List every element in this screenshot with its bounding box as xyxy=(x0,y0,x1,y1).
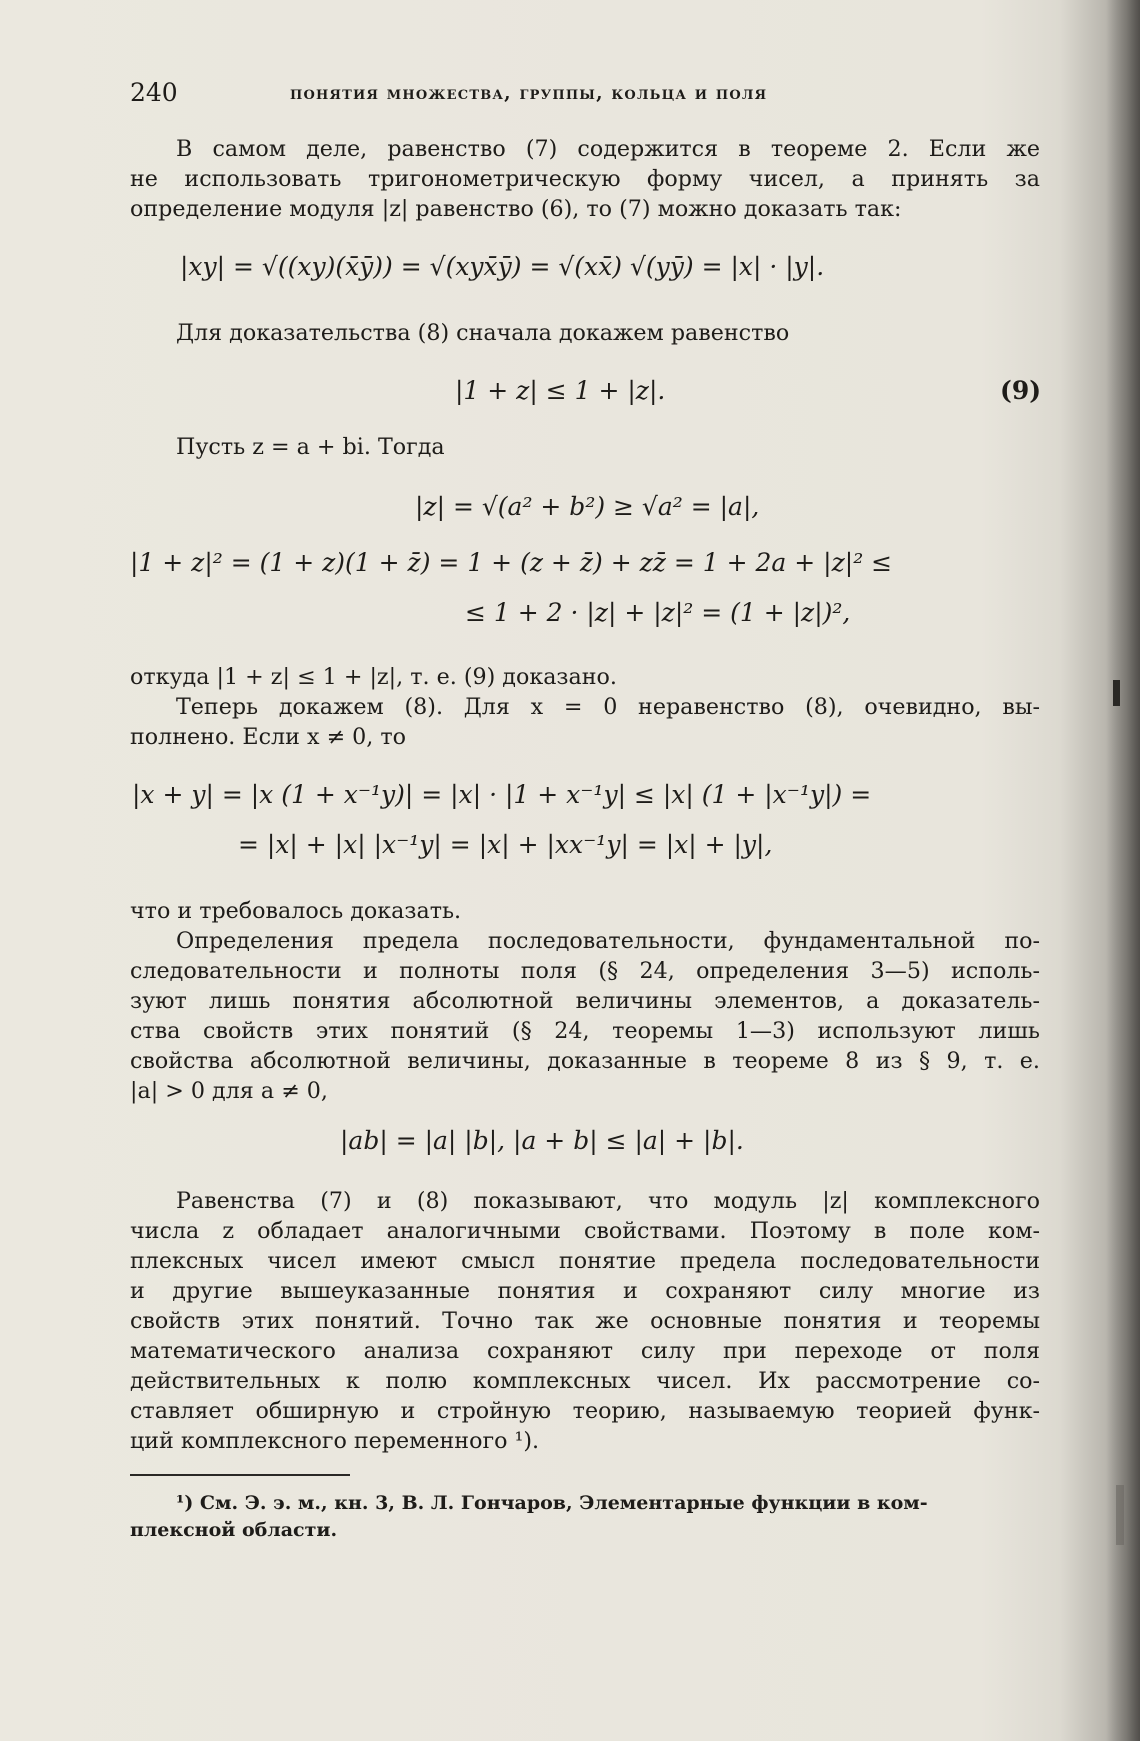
edge-mark xyxy=(1116,1485,1124,1545)
paragraph-line: действительных к полю комплексных чисел. Их рассмотрение со- xyxy=(130,1368,1040,1394)
paragraph-line: зуют лишь понятия абсолютной величины элементов, а доказатель- xyxy=(130,988,1040,1014)
paragraph-line: В самом деле, равенство (7) содержится в теореме 2. Если же xyxy=(176,136,1040,162)
footnote-rule xyxy=(130,1474,350,1476)
equation-9: |1 + z| ≤ 1 + |z|. xyxy=(455,376,666,405)
paragraph-line: не использовать тригонометрическую форму чисел, а принять за xyxy=(130,166,1040,192)
paragraph-line: Теперь докажем (8). Для x = 0 неравенство (8), очевидно, вы- xyxy=(176,694,1040,720)
paragraph-line: откуда |1 + z| ≤ 1 + |z|, т. е. (9) доказано. xyxy=(130,664,617,690)
running-header xyxy=(130,78,1046,112)
equation-8-proof-2: = |x| + |x| |x⁻¹y| = |x| + |xx⁻¹y| = |x| + |y|, xyxy=(238,830,773,859)
margin-mark xyxy=(1113,680,1120,706)
paragraph-line: числа z обладает аналогичными свойствами. Поэтому в поле ком- xyxy=(130,1218,1040,1244)
equation-square-2: ≤ 1 + 2 · |z| + |z|² = (1 + |z|)², xyxy=(465,598,851,627)
paragraph-line: ства свойств этих понятий (§ 24, теоремы 1—3) используют лишь xyxy=(130,1018,1040,1044)
equation-8-proof-1: |x + y| = |x (1 + x⁻¹y)| = |x| · |1 + x⁻¹y| ≤ |x| (1 + |x⁻¹y|) = xyxy=(132,780,872,809)
paragraph-line: следовательности и полноты поля (§ 24, определения 3—5) исполь- xyxy=(130,958,1040,984)
paragraph-line: ставляет обширную и стройную теорию, называемую теорией функ- xyxy=(130,1398,1040,1424)
paragraph-line: полнено. Если x ≠ 0, то xyxy=(130,724,407,750)
paragraph-line: Равенства (7) и (8) показывают, что модуль |z| комплексного xyxy=(176,1188,1040,1214)
equation-7-proof: |xy| = √((xy)(x̄ȳ)) = √(xyx̄ȳ) = √(xx̄) √(yȳ) = |x| · |y|. xyxy=(180,252,825,281)
paragraph-line: ций комплексного переменного ¹). xyxy=(130,1428,540,1454)
paragraph-line: |a| > 0 для a ≠ 0, xyxy=(130,1078,328,1104)
book-spine-shadow xyxy=(1106,0,1140,1741)
paragraph-line: что и требовалось доказать. xyxy=(130,898,462,924)
equation-9-label: (9) xyxy=(1000,376,1042,405)
paragraph-line: определение модуля |z| равенство (6), то (7) можно доказать так: xyxy=(130,196,902,222)
paragraph-line: Пусть z = a + bi. Тогда xyxy=(176,434,445,460)
equation-square-1: |1 + z|² = (1 + z)(1 + z̄) = 1 + (z + z̄) + zz̄ = 1 + 2a + |z|² ≤ xyxy=(130,548,893,577)
paragraph-line: математического анализа сохраняют силу при переходе от поля xyxy=(130,1338,1040,1364)
chapter-title: понятия множества, группы, кольца и поля xyxy=(290,83,768,104)
paragraph-line: и другие вышеуказанные понятия и сохраняют силу многие из xyxy=(130,1278,1040,1304)
paragraph-line: Определения предела последовательности, фундаментальной по- xyxy=(176,928,1040,954)
paragraph-line: Для доказательства (8) сначала докажем равенство xyxy=(176,320,790,346)
equation-abs-props: |ab| = |a| |b|, |a + b| ≤ |a| + |b|. xyxy=(340,1126,744,1155)
equation-modulus: |z| = √(a² + b²) ≥ √a² = |a|, xyxy=(415,492,760,521)
footnote-line: плексной области. xyxy=(130,1519,338,1541)
paragraph-line: свойства абсолютной величины, доказанные в теореме 8 из § 9, т. е. xyxy=(130,1048,1040,1074)
paragraph-line: плексных чисел имеют смысл понятие предела последовательности xyxy=(130,1248,1040,1274)
paragraph-line: свойств этих понятий. Точно так же основные понятия и теоремы xyxy=(130,1308,1040,1334)
page-number: 240 xyxy=(130,78,178,107)
footnote-line: ¹) См. Э. э. м., кн. 3, В. Л. Гончаров, Элементарные функции в ком- xyxy=(176,1492,928,1514)
